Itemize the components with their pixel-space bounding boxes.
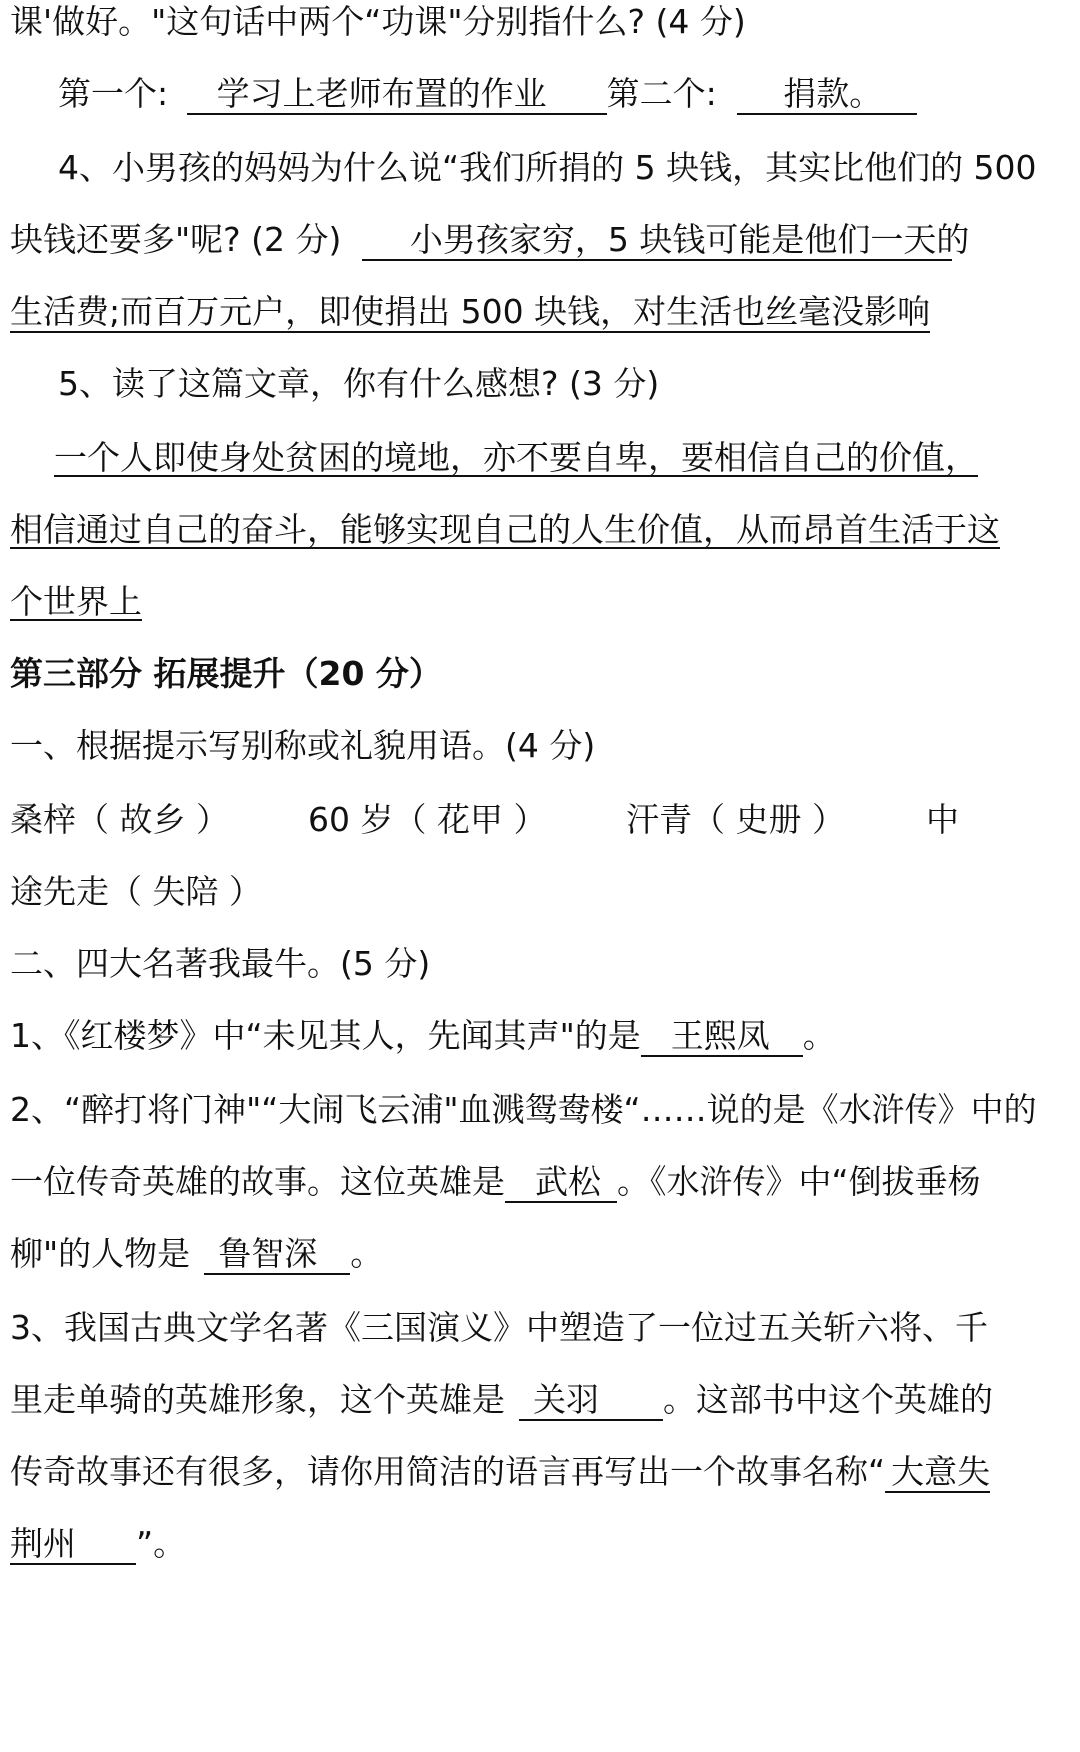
sec1-item-hanqing: 汗青（ 史册 ） (626, 800, 845, 839)
q5-prompt (58, 362, 1070, 406)
sec2-title-text: 二、四大名著我最牛。(5 分) (10, 944, 431, 983)
q5-answer-1[interactable]: 一个人即使身处贫困的境地，亦不要自卑，要相信自己的价值， (54, 438, 978, 477)
first-answer: 学习上老师布置的作业 (216, 74, 547, 113)
q5-answer-3[interactable]: 个世界上 (10, 582, 142, 621)
q3-answer-line (58, 72, 1070, 116)
sec2-q2-line2 (10, 1160, 1070, 1204)
sec2-q1-suffix: 。 (802, 1016, 836, 1055)
sec2-q2-line3 (10, 1232, 1070, 1276)
q4-prompt-line1 (58, 146, 1070, 190)
sec2-q2-answer-1: 武松 (535, 1162, 601, 1201)
second-label: 第二个: (606, 74, 717, 113)
sec2-q3-suffix-4: ”。 (136, 1524, 187, 1563)
part3-heading (10, 652, 1070, 696)
sec2-q2-line1 (10, 1088, 1070, 1132)
sec2-q2-prefix-2: 一位传奇英雄的故事。这位英雄是 (10, 1162, 505, 1201)
first-label: 第一个: (58, 74, 169, 113)
second-answer: 捐款。 (783, 74, 883, 113)
sec2-q3-answer-2a: 大意失 (891, 1452, 991, 1491)
sec2-q3-suffix-2: 。这部书中这个英雄的 (663, 1380, 993, 1419)
q4-prompt-text-2: 块钱还要多"呢? (2 分) (10, 220, 342, 259)
sec2-q3-blank-2b[interactable] (10, 1525, 136, 1565)
sec2-q1-blank[interactable] (641, 1017, 803, 1057)
sec1-item-zhong: 中 (926, 800, 959, 839)
sec2-q2-blank-1[interactable] (505, 1163, 617, 1203)
part3-heading-text: 第三部分 拓展提升（20 分） (10, 654, 442, 693)
q4-answer-blank-1[interactable] (362, 220, 970, 261)
sec2-title (10, 942, 1070, 986)
q4-answer-line2 (10, 290, 1070, 334)
sec2-q3-text-1: 3、我国古典文学名著《三国演义》中塑造了一位过五关斩六将、千 (10, 1308, 988, 1347)
q5-prompt-text: 5、读了这篇文章，你有什么感想? (3 分) (58, 364, 660, 403)
q3-prompt-text: 课'做好。"这句话中两个“功课"分别指什么? (4 分) (10, 2, 746, 41)
sec1-title (10, 724, 1070, 768)
sec2-q2-blank-2[interactable] (204, 1235, 350, 1275)
q4-answer-1: 小男孩家穷，5 块钱可能是他们一天的 (409, 220, 970, 259)
first-answer-blank[interactable] (187, 75, 607, 115)
q4-answer-2: 生活费;而百万元户，即使捐出 500 块钱，对生活也丝毫没影响 (10, 292, 931, 331)
sec2-q3-line4 (10, 1522, 1070, 1566)
sec2-q2-text-1: 2、“醉打将门神"“大闹飞云浦"血溅鸳鸯楼“……说的是《水浒传》中的 (10, 1090, 1037, 1129)
sec1-item-sangzi: 桑梓（ 故乡 ） (10, 800, 229, 839)
sec1-item-60: 60 岁（ 花甲 ） (308, 800, 547, 839)
sec2-q3-answer-2b: 荆州 (10, 1524, 76, 1563)
q4-answer-blank-2[interactable] (10, 293, 930, 333)
q4-prompt-line2 (10, 218, 1070, 262)
q4-prompt-text-1: 4、小男孩的妈妈为什么说“我们所捐的 5 块钱，其实比他们的 500 (58, 148, 1037, 187)
sec2-q3-line3 (10, 1450, 1070, 1494)
sec2-q2-answer-2: 鲁智深 (218, 1234, 318, 1273)
q5-answer-2[interactable]: 相信通过自己的奋斗，能够实现自己的人生价值，从而昂首生活于这 (10, 510, 1000, 549)
sec2-q2-suffix-2: 。《水浒传》中“倒拔垂杨 (617, 1162, 981, 1201)
q5-answer-line2 (10, 508, 1070, 552)
sec2-q3-line2 (10, 1378, 1070, 1422)
sec2-q3-answer-1: 关羽 (533, 1380, 599, 1419)
sec2-q1-answer: 王熙凤 (670, 1016, 770, 1055)
q3-prompt-tail (10, 0, 1070, 44)
q5-answer-line1 (54, 436, 1070, 480)
sec1-title-text: 一、根据提示写别称或礼貌用语。(4 分) (10, 726, 596, 765)
sec2-q3-blank-1[interactable] (519, 1381, 663, 1421)
q5-answer-line3 (10, 580, 1070, 624)
sec2-q2-prefix-3: 柳"的人物是 (10, 1234, 191, 1273)
sec2-q1 (10, 1014, 1070, 1058)
sec2-q1-prefix: 1、《红楼梦》中“未见其人，先闻其声"的是 (10, 1016, 641, 1055)
sec2-q3-blank-2a[interactable] (885, 1453, 990, 1493)
sec1-item-zhongtu: 途先走（ 失陪 ） (10, 872, 262, 911)
sec1-item4-cont (10, 870, 1070, 914)
sec2-q3-line1 (10, 1306, 1070, 1350)
sec2-q3-prefix-3: 传奇故事还有很多，请你用简洁的语言再写出一个故事名称“ (10, 1452, 886, 1491)
sec2-q2-suffix-3: 。 (350, 1234, 384, 1273)
second-answer-blank[interactable] (737, 75, 917, 115)
sec2-q3-prefix-2: 里走单骑的英雄形象，这个英雄是 (10, 1380, 505, 1419)
